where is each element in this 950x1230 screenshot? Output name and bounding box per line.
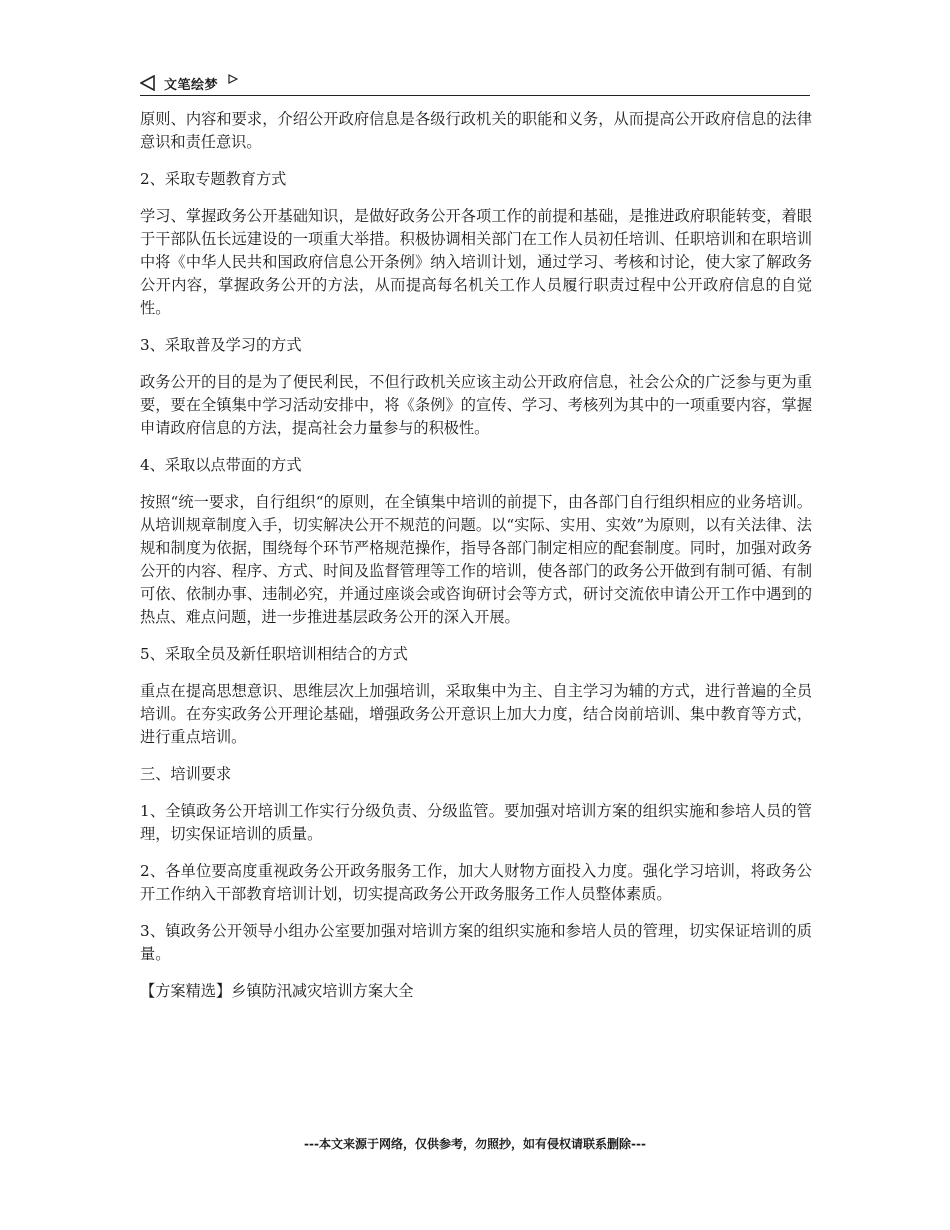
section-heading: 3、采取普及学习的方式 bbox=[140, 336, 302, 354]
disclaimer-footer: ---本文来源于网络，仅供参考，勿照抄，如有侵权请联系删除--- bbox=[304, 1137, 646, 1151]
brand-name: 文笔绘梦 bbox=[164, 78, 219, 93]
page-header bbox=[140, 71, 810, 96]
paragraph: 按照“统一要求，自行组织“的原则，在全镇集中培训的前提下，由各部门自行组织相应的业务培训。从培训规章制度入手，切实解决公开不规范的问题。以“实际、实用、实效”为原则，以有关法律、法规和制度为依据，围绕每个环节严格规范操作，指导各部门制定相应的配套制度。同时，加强对政务公开的内容、程序、方式、时间及监督管理等工作的培训，使各部门的政务公开做到有制可循、有制可依、依制办事、违制必究，并通过座谈会或咨询研讨会等方式，研讨交流依申请公开工作中遇到的热点、难点问题，进一步推进基层政务公开的深入开展。 bbox=[140, 493, 812, 626]
paragraph: 政务公开的目的是为了便民利民，不但行政机关应该主动公开政府信息，社会公众的广泛参与更为重要，要在全镇集中学习活动安排中，将《条例》的宣传、学习、考核列为其中的一项重要内容，掌握申请政府信息的方法，提高社会力量参与的积极性。 bbox=[140, 373, 812, 437]
paragraph: 3、镇政务公开领导小组办公室要加强对培训方案的组织实施和参培人员的管理，切实保证培训的质量。 bbox=[140, 922, 812, 963]
section-heading: 5、采取全员及新任职培训相结合的方式 bbox=[140, 645, 408, 663]
paragraph: 2、各单位要高度重视政务公开政务服务工作，加大人财物方面投入力度。强化学习培训，将政务公开工作纳入干部教育培训计划，切实提高政务公开政务服务工作人员整体素质。 bbox=[140, 862, 812, 903]
triangle-right-icon bbox=[228, 74, 238, 84]
paragraph: 学习、掌握政务公开基础知识，是做好政务公开各项工作的前提和基础，是推进政府职能转变，着眼于干部队伍长远建设的一项重大举措。积极协调相关部门在工作人员初任培训、任职培训和在职培训中将《中华人民共和国政府信息公开条例》纳入培训计划，通过学习、考核和讨论，使大家了解政务公开内容，掌握政务公开的方法，从而提高每名机关工作人员履行职责过程中公开政府信息的自觉性。 bbox=[140, 207, 812, 317]
section-heading: 2、采取专题教育方式 bbox=[140, 170, 287, 188]
paragraph: 1、全镇政务公开培训工作实行分级负责、分级监管。要加强对培训方案的组织实施和参培人员的管理，切实保证培训的质量。 bbox=[140, 802, 812, 843]
triangle-left-icon bbox=[140, 75, 156, 91]
related-article-title: 【方案精选】乡镇防汛减灾培训方案大全 bbox=[140, 982, 414, 1000]
paragraph-intro-continued: 原则、内容和要求，介绍公开政府信息是各级行政机关的职能和义务，从而提高公开政府信息的法律意识和责任意识。 bbox=[140, 110, 812, 151]
section-heading: 4、采取以点带面的方式 bbox=[140, 456, 302, 474]
paragraph: 重点在提高思想意识、思维层次上加强培训，采取集中为主、自主学习为辅的方式，进行普遍的全员培训。在夯实政务公开理论基础，增强政务公开意识上加大力度，结合岗前培训、集中教育等方式，进行重点培训。 bbox=[140, 682, 812, 746]
section-heading: 三、培训要求 bbox=[140, 765, 232, 783]
document-body bbox=[140, 108, 812, 1017]
